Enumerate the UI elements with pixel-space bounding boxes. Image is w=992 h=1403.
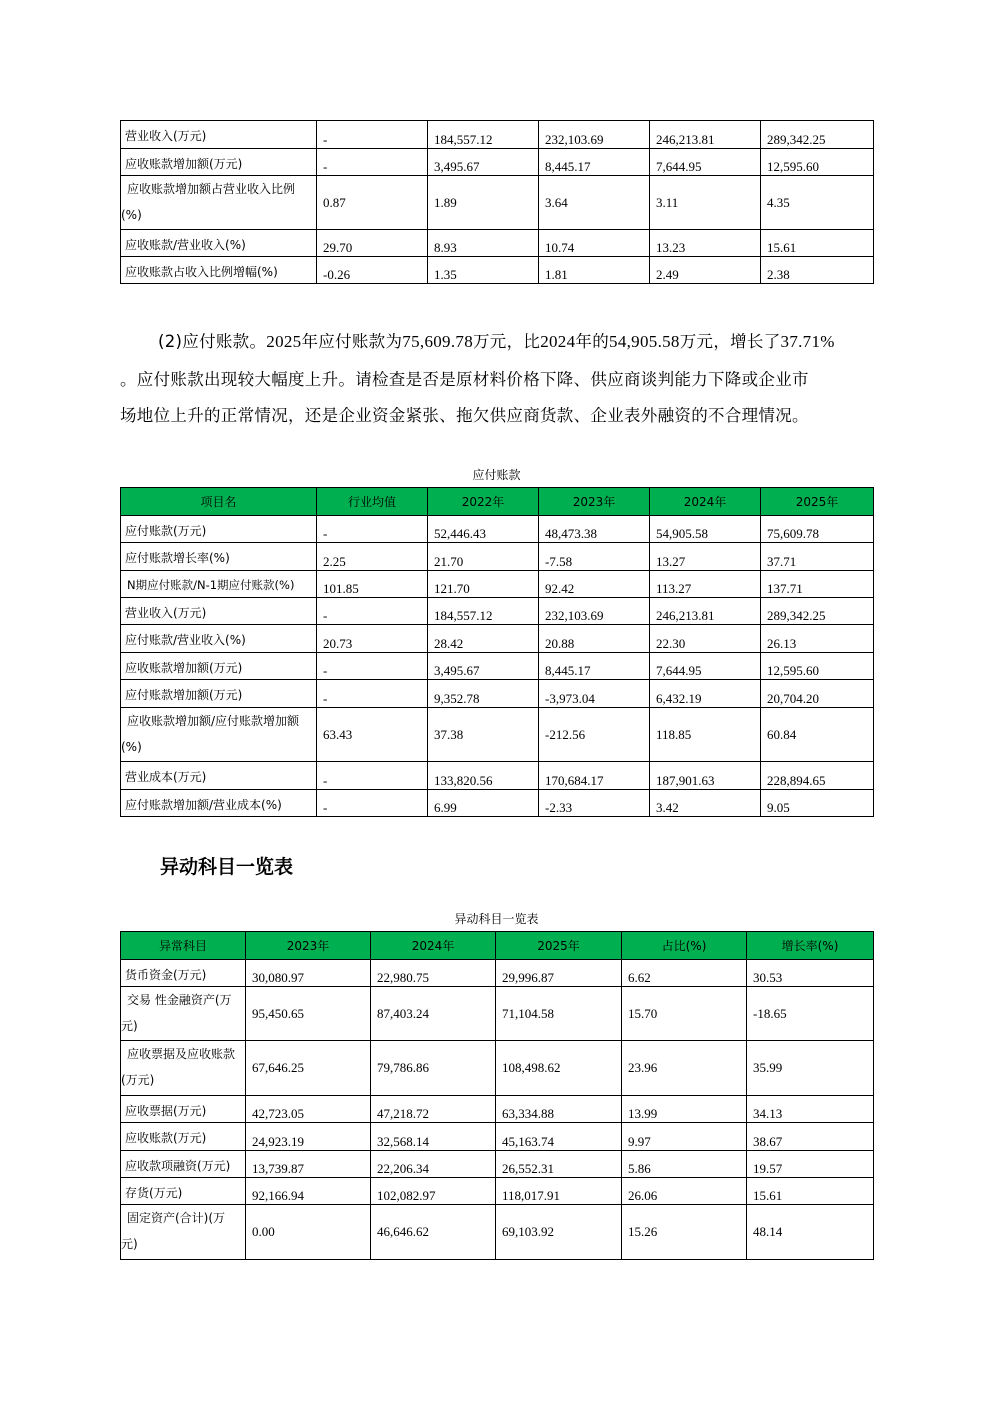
row-label: 应收票据及应收账款(万元) [121, 1041, 246, 1096]
cell: 22,206.34 [371, 1151, 496, 1178]
cell: - [317, 653, 428, 680]
para-text: 年的 [575, 332, 610, 351]
cell: 3.11 [650, 176, 761, 230]
cell: 8,445.17 [539, 149, 650, 176]
table-row [121, 230, 874, 257]
table-row [121, 762, 874, 790]
cell: 2.38 [761, 257, 874, 284]
row-label: 应收款项融资(万元) [121, 1151, 246, 1178]
cell: 54,905.58 [650, 516, 761, 543]
row-label: 应付账款(万元) [121, 516, 317, 543]
cell: 121.70 [428, 571, 539, 598]
row-label: 应付账款增加额/营业成本(%) [121, 790, 317, 817]
cell: 48,473.38 [539, 516, 650, 543]
row-label: 交易 性金融资产(万元) [121, 987, 246, 1041]
para-text: (2)应付账款。 [158, 332, 267, 351]
cell: - [317, 598, 428, 625]
cell: 3,495.67 [428, 653, 539, 680]
cell: 15.61 [761, 230, 874, 257]
cell: 6.99 [428, 790, 539, 817]
column-header: 2024年 [371, 932, 496, 960]
row-label: 应付账款增长率(%) [121, 543, 317, 571]
cell: 228,894.65 [761, 762, 874, 790]
cell: -3,973.04 [539, 680, 650, 708]
cell: 2.49 [650, 257, 761, 284]
cell: 101.85 [317, 571, 428, 598]
cell: 35.99 [747, 1041, 874, 1096]
column-header: 2023年 [539, 488, 650, 516]
cell: 75,609.78 [761, 516, 874, 543]
cell: 52,446.43 [428, 516, 539, 543]
cell: 184,557.12 [428, 598, 539, 625]
cell: 232,103.69 [539, 598, 650, 625]
cell: 34.13 [747, 1096, 874, 1123]
table-row [121, 680, 874, 708]
table-row [121, 625, 874, 653]
cell: 20,704.20 [761, 680, 874, 708]
table-row [121, 257, 874, 284]
cell: 108,498.62 [496, 1041, 622, 1096]
column-header: 2023年 [246, 932, 371, 960]
table-row [121, 516, 874, 543]
cell: 67,646.25 [246, 1041, 371, 1096]
cell: 20.88 [539, 625, 650, 653]
cell: - [317, 516, 428, 543]
cell: 37.38 [428, 708, 539, 762]
row-label: 应收账款/营业收入(%) [121, 230, 317, 257]
cell: 9,352.78 [428, 680, 539, 708]
cell: 29.70 [317, 230, 428, 257]
cell: 133,820.56 [428, 762, 539, 790]
column-header: 增长率(%) [747, 932, 874, 960]
row-label: 货币资金(万元) [121, 960, 246, 987]
cell: 137.71 [761, 571, 874, 598]
cell: - [317, 790, 428, 817]
cell: 3.64 [539, 176, 650, 230]
cell: 1.81 [539, 257, 650, 284]
para-number: 2024 [540, 332, 576, 351]
cell: 1.89 [428, 176, 539, 230]
cell: 47,218.72 [371, 1096, 496, 1123]
cell: -0.26 [317, 257, 428, 284]
cell: 71,104.58 [496, 987, 622, 1041]
row-label: 应收票据(万元) [121, 1096, 246, 1123]
table-row [121, 987, 874, 1041]
cell: 38.67 [747, 1123, 874, 1151]
table-caption: 异动科目一览表 [454, 912, 539, 926]
table-row [121, 121, 874, 149]
para-text: 万元，比 [473, 332, 541, 351]
cell: 7,644.95 [650, 149, 761, 176]
cell: 15.61 [747, 1178, 874, 1205]
cell: 13.27 [650, 543, 761, 571]
column-header: 2025年 [761, 488, 874, 516]
cell: 3.42 [650, 790, 761, 817]
column-header: 项目名 [121, 488, 317, 516]
table-row [121, 653, 874, 680]
cell: 46,646.62 [371, 1205, 496, 1260]
cell: 26.13 [761, 625, 874, 653]
row-label: 应收账款增加额(万元) [121, 149, 317, 176]
row-label: 固定资产(合计)(万元) [121, 1205, 246, 1260]
cell: 0.00 [246, 1205, 371, 1260]
analysis-paragraph [120, 323, 880, 360]
cell: 289,342.25 [761, 598, 874, 625]
para-text: 年应付账款为 [301, 332, 403, 351]
cell: 13,739.87 [246, 1151, 371, 1178]
cell: - [317, 680, 428, 708]
table-row [121, 790, 874, 817]
cell: 118.85 [650, 708, 761, 762]
row-label: 应收账款增加额(万元) [121, 653, 317, 680]
cell: 15.26 [622, 1205, 747, 1260]
cell: 9.05 [761, 790, 874, 817]
cell: 7,644.95 [650, 653, 761, 680]
row-label: 应付账款/营业收入(%) [121, 625, 317, 653]
cell: 0.87 [317, 176, 428, 230]
table-row [121, 1205, 874, 1260]
cell: 6.62 [622, 960, 747, 987]
section-heading: 异动科目一览表 [160, 856, 294, 878]
cell: -212.56 [539, 708, 650, 762]
cell: 15.70 [622, 987, 747, 1041]
cell: 13.99 [622, 1096, 747, 1123]
column-header: 占比(%) [622, 932, 747, 960]
cell: 23.96 [622, 1041, 747, 1096]
table-row [121, 1123, 874, 1151]
cell: 29,996.87 [496, 960, 622, 987]
row-label: 应收账款增加额/应付账款增加额(%) [121, 708, 317, 762]
cell: 45,163.74 [496, 1123, 622, 1151]
cell: 113.27 [650, 571, 761, 598]
row-label: 应收账款(万元) [121, 1123, 246, 1151]
cell: 20.73 [317, 625, 428, 653]
table-row [121, 598, 874, 625]
row-label: 营业成本(万元) [121, 762, 317, 790]
cell: 12,595.60 [761, 653, 874, 680]
cell: 92,166.94 [246, 1178, 371, 1205]
payables-table [120, 487, 874, 817]
receivables-table [120, 120, 874, 284]
para-text: 万元，增长了 [679, 332, 781, 351]
table-row [121, 1041, 874, 1096]
cell: 63.43 [317, 708, 428, 762]
row-label: 应收账款占收入比例增幅(%) [121, 257, 317, 284]
column-header: 2022年 [428, 488, 539, 516]
cell: 21.70 [428, 543, 539, 571]
cell: 79,786.86 [371, 1041, 496, 1096]
para-number: 75,609.78 [402, 332, 473, 351]
para-number: 54,905.58 [609, 332, 680, 351]
table-row [121, 960, 874, 987]
cell: 30.53 [747, 960, 874, 987]
cell: -7.58 [539, 543, 650, 571]
para-number: 37.71% [780, 332, 835, 351]
table-row [121, 543, 874, 571]
cell: 69,103.92 [496, 1205, 622, 1260]
cell: 170,684.17 [539, 762, 650, 790]
column-header: 2024年 [650, 488, 761, 516]
analysis-paragraph-line3: 场地位上升的正常情况，还是企业资金紧张、拖欠供应商货款、企业表外融资的不合理情况。 [120, 406, 809, 425]
cell: 6,432.19 [650, 680, 761, 708]
cell: 8.93 [428, 230, 539, 257]
table-row [121, 1096, 874, 1123]
cell: 19.57 [747, 1151, 874, 1178]
cell: 26,552.31 [496, 1151, 622, 1178]
cell: 24,923.19 [246, 1123, 371, 1151]
cell: 118,017.91 [496, 1178, 622, 1205]
cell: 8,445.17 [539, 653, 650, 680]
cell: 30,080.97 [246, 960, 371, 987]
cell: 289,342.25 [761, 121, 874, 149]
cell: 232,103.69 [539, 121, 650, 149]
cell: 48.14 [747, 1205, 874, 1260]
table-row [121, 571, 874, 598]
cell: 1.35 [428, 257, 539, 284]
cell: 95,450.65 [246, 987, 371, 1041]
cell: 184,557.12 [428, 121, 539, 149]
table-row [121, 149, 874, 176]
row-label: 存货(万元) [121, 1178, 246, 1205]
cell: 26.06 [622, 1178, 747, 1205]
cell: 60.84 [761, 708, 874, 762]
cell: 37.71 [761, 543, 874, 571]
cell: 9.97 [622, 1123, 747, 1151]
cell: 92.42 [539, 571, 650, 598]
cell: 87,403.24 [371, 987, 496, 1041]
column-header: 行业均值 [317, 488, 428, 516]
cell: 12,595.60 [761, 149, 874, 176]
cell: 22,980.75 [371, 960, 496, 987]
para-number: 2025 [266, 332, 302, 351]
cell: - [317, 762, 428, 790]
table-row [121, 708, 874, 762]
cell: 42,723.05 [246, 1096, 371, 1123]
table-row [121, 176, 874, 230]
cell: 10.74 [539, 230, 650, 257]
cell: 5.86 [622, 1151, 747, 1178]
table-header-row [121, 932, 874, 960]
table-caption: 应付账款 [472, 468, 521, 482]
cell: - [317, 121, 428, 149]
abnormal-items-table [120, 931, 874, 1260]
cell: 2.25 [317, 543, 428, 571]
cell: 28.42 [428, 625, 539, 653]
column-header: 异常科目 [121, 932, 246, 960]
cell: - [317, 149, 428, 176]
cell: 32,568.14 [371, 1123, 496, 1151]
cell: 246,213.81 [650, 598, 761, 625]
analysis-paragraph-line2: 。应付账款出现较大幅度上升。请检查是否是原材料价格下降、供应商谈判能力下降或企业市 [120, 370, 809, 389]
cell: 187,901.63 [650, 762, 761, 790]
cell: 4.35 [761, 176, 874, 230]
cell: 246,213.81 [650, 121, 761, 149]
row-label: 应收账款增加额占营业收入比例(%) [121, 176, 317, 230]
cell: -2.33 [539, 790, 650, 817]
cell: 63,334.88 [496, 1096, 622, 1123]
row-label: 应付账款增加额(万元) [121, 680, 317, 708]
table-header-row [121, 488, 874, 516]
table-row [121, 1178, 874, 1205]
cell: 22.30 [650, 625, 761, 653]
row-label: N期应付账款/N-1期应付账款(%) [121, 571, 317, 598]
row-label: 营业收入(万元) [121, 121, 317, 149]
row-label: 营业收入(万元) [121, 598, 317, 625]
cell: -18.65 [747, 987, 874, 1041]
cell: 102,082.97 [371, 1178, 496, 1205]
table-row [121, 1151, 874, 1178]
cell: 3,495.67 [428, 149, 539, 176]
cell: 13.23 [650, 230, 761, 257]
column-header: 2025年 [496, 932, 622, 960]
